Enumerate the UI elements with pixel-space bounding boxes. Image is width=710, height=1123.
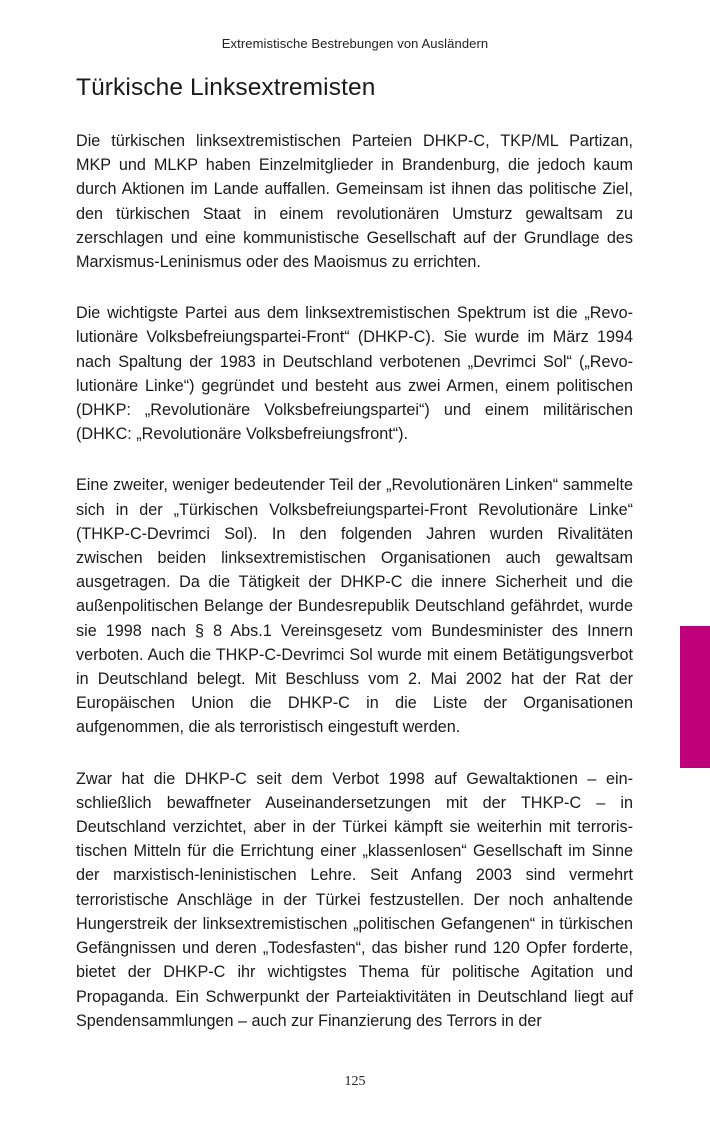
running-header: Extremistische Bestrebungen von Ausländern (221, 36, 489, 51)
body-text (76, 129, 633, 1060)
page-number: 125 (344, 1074, 366, 1089)
paragraph-4: Zwar hat die DHKP-C seit dem Verbot 1998 auf Gewaltaktionen – einschließlich bewaffneter Auseinandersetzungen mit der THKP-C – in Deutschland verzichtet, aber in der Türkei kämpft sie weiterhin mit terroristischen Mitteln für die Errichtung einer „klassenlosen“ Gesellschaft im Sinne der marxistisch-leninistischen Lehre. Seit Anfang 2003 sind vermehrt terroristische Anschläge in der Türkei festzustellen. Der noch anhaltende Hungerstreik der linksextremistischen „politischen Gefangenen“ in türkischen Gefängnissen und deren „Todesfasten“, das bisher rund 120 Opfer forderte, bietet der DHKP-C ihr wichtigstes Thema für politische Agitation und Propaganda. Ein Schwerpunkt der Parteiaktivitäten in Deutschland liegt auf Spendensammlungen – auch zur Finanzierung des Terrors in der (76, 769, 633, 1030)
paragraph-2: Die wichtigste Partei aus dem linksextremistischen Spektrum ist die „Revolutionäre Volksbefreiungspartei-Front“ (DHKP-C). Sie wurde im März 1994 nach Spaltung der 1983 in Deutschland verbotenen „Devrimci Sol“ („Revolutionäre Linke“) gegründet und besteht aus zwei Armen, einem politischen (DHKP: „Revolutionäre Volksbefreiungspartei“) und einem militärischen (DHKC: „Revolutionäre Volksbefreiungsfront“). (76, 304, 633, 444)
chapter-side-tab (680, 626, 710, 768)
paragraph-1: Die türkischen linksextremistischen Parteien DHKP-C, TKP/ML Partizan, MKP und MLKP haben Einzelmitglieder in Brandenburg, die jedoch kaum durch Aktionen im Lande auffallen. Gemeinsam ist ihnen das politische Ziel, den türkischen Staat in einem revolutionären Umsturz gewaltsam zu zerschlagen und eine kommunistische Gesellschaft auf der Grundlage des Marxismus-Leninismus oder des Maoismus zu errichten. (76, 132, 633, 272)
section-title: Türkische Linksextremisten (76, 74, 376, 101)
paragraph-3: Eine zweiter, weniger bedeutender Teil der „Revolutionären Linken“ sammelte sich in der „Türkischen Volksbefreiungspartei-Front Revolutionäre Linke“ (THKP-C-Devrimci Sol). In den folgenden Jahren wurden Rivalitäten zwischen beiden linksextremistischen Organisationen auch gewaltsam ausgetragen. Da die Tätigkeit der DHKP-C die innere Sicherheit und die außenpolitischen Belange der Bundesrepublik Deutschland gefährdet, wurde sie 1998 nach § 8 Abs.1 Vereinsgesetz vom Bundesminister des Innern verboten. Auch die THKP-C-Devrimci Sol wurde mit einem Betätigungsverbot in Deutschland belegt. Mit Beschluss vom 2. Mai 2002 hat der Rat der Europäischen Union die DHKP-C in die Liste der Organisationen aufgenommen, die als terroristisch eingestuft werden. (76, 476, 633, 737)
